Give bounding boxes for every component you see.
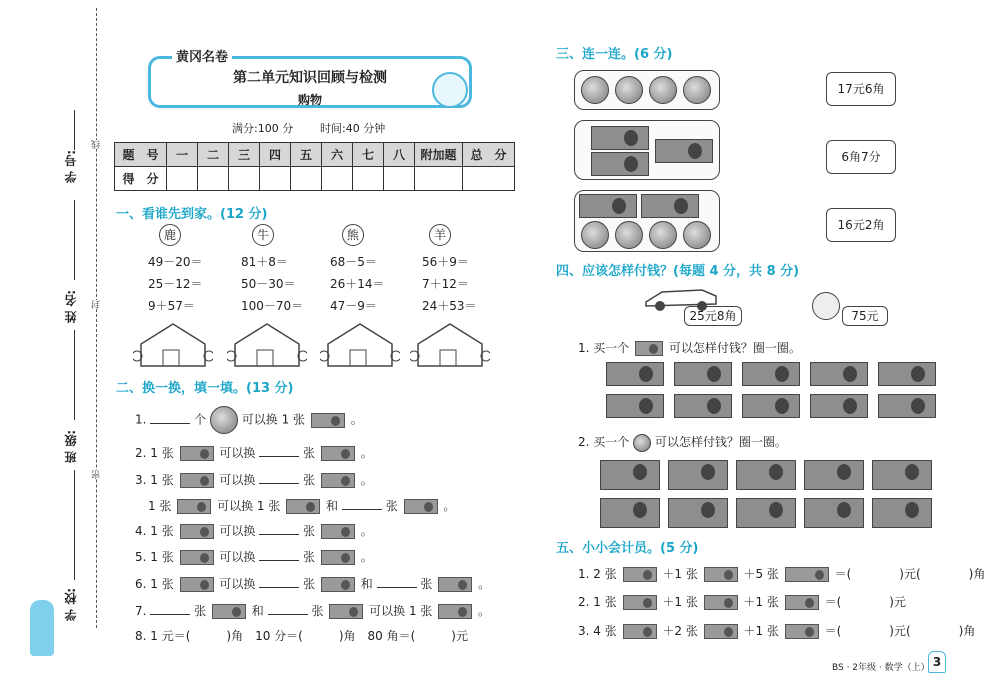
exchange-line-3 [135, 471, 373, 488]
exchange-text: 和 [326, 499, 339, 513]
coin-icon [649, 221, 677, 249]
section3-title: 三、连一连。(6 分) [556, 47, 673, 62]
score-input[interactable] [353, 167, 384, 191]
score-input[interactable] [229, 167, 260, 191]
banknote-option[interactable] [804, 460, 864, 490]
exchange-text: 4. 1 张 [135, 524, 174, 538]
exchange-text: 。 [360, 550, 373, 564]
math-problem: 9＋57＝ [148, 299, 195, 313]
math-problem: 49－20＝ [148, 255, 203, 269]
accounting-text: ＋5 张 [743, 567, 779, 581]
score-input[interactable] [291, 167, 322, 191]
q1-banknote-grid [606, 362, 946, 420]
banknote-icon [321, 550, 355, 565]
goat-icon: 羊 [429, 224, 451, 246]
banknote-icon [623, 595, 657, 610]
banknote-icon [311, 413, 345, 428]
exchange-line-3b [148, 497, 455, 514]
house-icon [410, 322, 490, 367]
math-problem: 25－12＝ [148, 277, 203, 291]
banknote-option[interactable] [804, 498, 864, 528]
banknote-icon [579, 194, 637, 218]
exchange-text: 张 [303, 577, 316, 591]
banknote-option[interactable] [736, 498, 796, 528]
accounting-text: 2. 1 张 [578, 595, 617, 609]
exchange-text: 张 [303, 524, 316, 538]
exchange-text: 张 [194, 604, 207, 618]
accounting-text: ＝( )元( )角 [834, 567, 986, 581]
banknote-icon [329, 604, 363, 619]
banknote-option[interactable] [810, 362, 868, 386]
deer-icon: 鹿 [159, 224, 181, 246]
accounting-line-3 [578, 622, 975, 639]
payment-question-1 [578, 339, 801, 356]
answer-blank[interactable] [342, 498, 382, 510]
banknote-icon [180, 446, 214, 461]
unit-conversion-line: 8. 1 元＝( )角 10 分＝( )角 80 角＝( )元 [135, 629, 468, 643]
score-input[interactable] [384, 167, 415, 191]
accounting-text: ＋1 张 [743, 595, 779, 609]
banknote-icon [785, 567, 829, 582]
banknote-icon [623, 567, 657, 582]
score-cell: 二 [198, 143, 229, 167]
exchange-text: 可以换 [219, 550, 256, 564]
exchange-text: 2. 1 张 [135, 446, 174, 460]
exchange-text: 可以换 1 张 [217, 499, 281, 513]
full-score: 满分:100 分 [232, 122, 294, 135]
answer-blank[interactable] [377, 576, 417, 588]
accounting-text: ＝( )元 [824, 595, 906, 609]
house-icon [227, 322, 307, 367]
money-group-3 [574, 190, 720, 252]
exchange-line-4 [135, 522, 373, 539]
score-cell: 三 [229, 143, 260, 167]
exchange-text: 张 [303, 550, 316, 564]
answer-blank[interactable] [259, 523, 299, 535]
banknote-icon [177, 499, 211, 514]
exchange-text: 可以换 1 张 [241, 412, 306, 427]
banknote-icon [591, 126, 649, 150]
banknote-icon [404, 499, 438, 514]
section2-title: 二、换一换，填一填。(13 分) [116, 381, 294, 396]
answer-blank[interactable] [150, 412, 190, 424]
class-label: 班 级: [64, 430, 78, 463]
banknote-icon [321, 577, 355, 592]
banknote-icon [655, 139, 713, 163]
score-input[interactable] [260, 167, 291, 191]
banknote-option[interactable] [872, 460, 932, 490]
coin-icon [581, 221, 609, 249]
payment-question-2 [578, 433, 787, 452]
banknote-icon [438, 577, 472, 592]
score-cell: 附加题 [415, 143, 463, 167]
math-problem: 81＋8＝ [241, 255, 288, 269]
section4-title: 四、应该怎样付钱？(每题 4 分，共 8 分) [556, 264, 800, 279]
banknote-icon [704, 567, 738, 582]
score-cell: 题 号 [115, 143, 167, 167]
score-cell: 六 [322, 143, 353, 167]
section1-title: 一、看谁先到家。(12 分) [116, 207, 268, 222]
score-cell: 总 分 [463, 143, 515, 167]
answer-blank[interactable] [268, 603, 308, 615]
banknote-icon [785, 595, 819, 610]
exchange-text: 可以换 [219, 577, 256, 591]
banknote-option[interactable] [742, 394, 800, 418]
seal-char-mi: 密 [92, 470, 102, 479]
footer-text: BS · 2年级 · 数学（上） [832, 663, 930, 673]
seal-char-feng: 封 [92, 300, 102, 309]
coin-icon [649, 76, 677, 104]
name-label: 姓 名: [64, 290, 78, 323]
price-option[interactable]: 6角7分 [826, 140, 896, 174]
exchange-text: 张 [385, 499, 398, 513]
banknote-icon [623, 624, 657, 639]
answer-blank[interactable] [259, 549, 299, 561]
accounting-line-1 [578, 565, 985, 582]
exchange-text: 7. [135, 604, 147, 618]
exchange-text: 张 [303, 473, 316, 487]
exchange-text: 。 [443, 499, 456, 513]
banknote-option[interactable] [600, 460, 660, 490]
banknote-option[interactable] [878, 394, 936, 418]
exchange-text: 。 [360, 473, 373, 487]
banknote-option[interactable] [674, 362, 732, 386]
exchange-text: 1 张 [148, 499, 172, 513]
banknote-option[interactable] [668, 498, 728, 528]
banknote-icon [641, 194, 699, 218]
exchange-text: 可以换 [219, 446, 256, 460]
banknote-icon [321, 473, 355, 488]
banknote-icon [704, 595, 738, 610]
page-number: 3 [928, 651, 946, 673]
banknote-icon [212, 604, 246, 619]
banknote-option[interactable] [606, 362, 664, 386]
seal-char-xian: 线 [92, 140, 102, 149]
score-cell: 五 [291, 143, 322, 167]
exchange-text: 。 [478, 604, 491, 618]
banknote-icon [321, 524, 355, 539]
math-problem: 24＋53＝ [422, 299, 477, 313]
banknote-icon [785, 624, 819, 639]
banknote-icon [180, 473, 214, 488]
accounting-text: 1. 2 张 [578, 567, 617, 581]
math-problem: 7＋12＝ [422, 277, 469, 291]
banknote-icon [704, 624, 738, 639]
school-label: 学 校: [64, 588, 78, 621]
ball-price-tag: 75元 [842, 306, 888, 326]
banknote-option[interactable] [606, 394, 664, 418]
score-value-row [115, 167, 515, 191]
car-price-tag: 25元8角 [684, 306, 742, 326]
answer-blank[interactable] [259, 472, 299, 484]
school-field[interactable] [74, 470, 75, 580]
math-problem: 56＋9＝ [422, 255, 469, 269]
class-field[interactable] [74, 330, 75, 420]
exchange-line-6 [135, 575, 490, 592]
exchange-line-7 [135, 602, 490, 619]
banknote-option[interactable] [810, 394, 868, 418]
exchange-text: 和 [360, 577, 373, 591]
score-cell: 一 [167, 143, 198, 167]
q2-banknote-grid [600, 460, 950, 530]
page-subtitle: 购物 [297, 93, 322, 107]
exchange-text: 可以换 1 张 [369, 604, 433, 618]
exchange-text: 5. 1 张 [135, 550, 174, 564]
accounting-text: ＝( )元( )角 [824, 624, 976, 638]
banknote-icon [438, 604, 472, 619]
exchange-line-2 [135, 444, 373, 461]
price-option[interactable]: 16元2角 [826, 208, 896, 242]
cow-icon: 牛 [252, 224, 274, 246]
accounting-text: ＋2 张 [662, 624, 698, 638]
coin-icon [581, 76, 609, 104]
price-option[interactable]: 17元6角 [826, 72, 896, 106]
student-id-label: 学 号: [64, 150, 78, 183]
question-text: 1. 买一个 [578, 341, 630, 355]
exchange-line-5 [135, 548, 373, 565]
student-id-field[interactable] [74, 110, 75, 150]
house-icon [133, 322, 213, 367]
banknote-icon [180, 577, 214, 592]
coin-icon [615, 221, 643, 249]
banknote-option[interactable] [742, 362, 800, 386]
question-text: 可以怎样付钱？圈一圈。 [668, 341, 801, 355]
name-field[interactable] [74, 200, 75, 280]
exchange-text: 可以换 [219, 524, 256, 538]
banknote-icon [286, 499, 320, 514]
score-cell: 四 [260, 143, 291, 167]
exchange-line-1 [135, 406, 363, 434]
banknote-option[interactable] [674, 394, 732, 418]
binding-strip [0, 0, 110, 693]
brand-logo: 黄冈名卷 [172, 46, 232, 65]
exchange-text: 可以换 [219, 473, 256, 487]
banknote-icon [321, 446, 355, 461]
score-input[interactable] [198, 167, 229, 191]
exchange-text: 3. 1 张 [135, 473, 174, 487]
basketball-icon [812, 292, 840, 320]
section5-title: 五、小小会计员。(5 分) [556, 541, 699, 556]
basketball-small-icon [633, 434, 651, 452]
exchange-text: 。 [360, 446, 373, 460]
math-problem: 100－70＝ [241, 299, 304, 313]
banknote-icon [591, 152, 649, 176]
accounting-line-2 [578, 593, 906, 610]
math-problem: 26＋14＝ [330, 277, 385, 291]
coin-icon [615, 76, 643, 104]
pencil-mascot-icon [30, 600, 54, 656]
bear-icon: 熊 [342, 224, 364, 246]
accounting-text: ＋1 张 [743, 624, 779, 638]
coin-icon [683, 76, 711, 104]
binding-dash-line [96, 8, 97, 628]
money-group-1 [574, 70, 720, 110]
exchange-text: 6. 1 张 [135, 577, 174, 591]
answer-blank[interactable] [150, 603, 190, 615]
answer-blank[interactable] [259, 576, 299, 588]
math-problem: 47－9＝ [330, 299, 377, 313]
score-cell: 得 分 [115, 167, 167, 191]
rabbit-mascot-icon [432, 72, 468, 108]
money-group-2 [574, 120, 720, 180]
banknote-icon [180, 524, 214, 539]
accounting-text: ＋1 张 [662, 595, 698, 609]
banknote-option[interactable] [600, 498, 660, 528]
score-input[interactable] [167, 167, 198, 191]
score-header-row [115, 143, 515, 167]
page-title: 第二单元知识回顾与检测 [233, 70, 387, 86]
exchange-text: 个 [194, 412, 207, 427]
score-table [114, 142, 515, 191]
banknote-option[interactable] [736, 460, 796, 490]
race-car-small-icon [635, 341, 663, 356]
exchange-text: 张 [311, 604, 324, 618]
coin-icon [683, 221, 711, 249]
accounting-text: 3. 4 张 [578, 624, 617, 638]
exchange-text: 张 [420, 577, 433, 591]
score-input[interactable] [322, 167, 353, 191]
answer-blank[interactable] [259, 445, 299, 457]
banknote-icon [180, 550, 214, 565]
exchange-text: 。 [350, 412, 363, 427]
banknote-option[interactable] [668, 460, 728, 490]
score-cell: 七 [353, 143, 384, 167]
math-problem: 68－5＝ [330, 255, 377, 269]
math-problem: 50－30＝ [241, 277, 296, 291]
banknote-option[interactable] [872, 498, 932, 528]
coin-icon [210, 406, 238, 434]
exam-time: 时间:40 分钟 [320, 122, 386, 135]
accounting-text: ＋1 张 [662, 567, 698, 581]
score-input[interactable] [463, 167, 515, 191]
question-text: 2. 买一个 [578, 435, 630, 449]
exchange-text: 1. [135, 412, 147, 427]
exchange-text: 和 [251, 604, 264, 618]
exchange-text: 。 [360, 524, 373, 538]
house-icon [320, 322, 400, 367]
score-cell: 八 [384, 143, 415, 167]
exchange-text: 。 [478, 577, 491, 591]
exchange-text: 张 [303, 446, 316, 460]
question-text: 可以怎样付钱？圈一圈。 [654, 435, 787, 449]
banknote-option[interactable] [878, 362, 936, 386]
score-input[interactable] [415, 167, 463, 191]
